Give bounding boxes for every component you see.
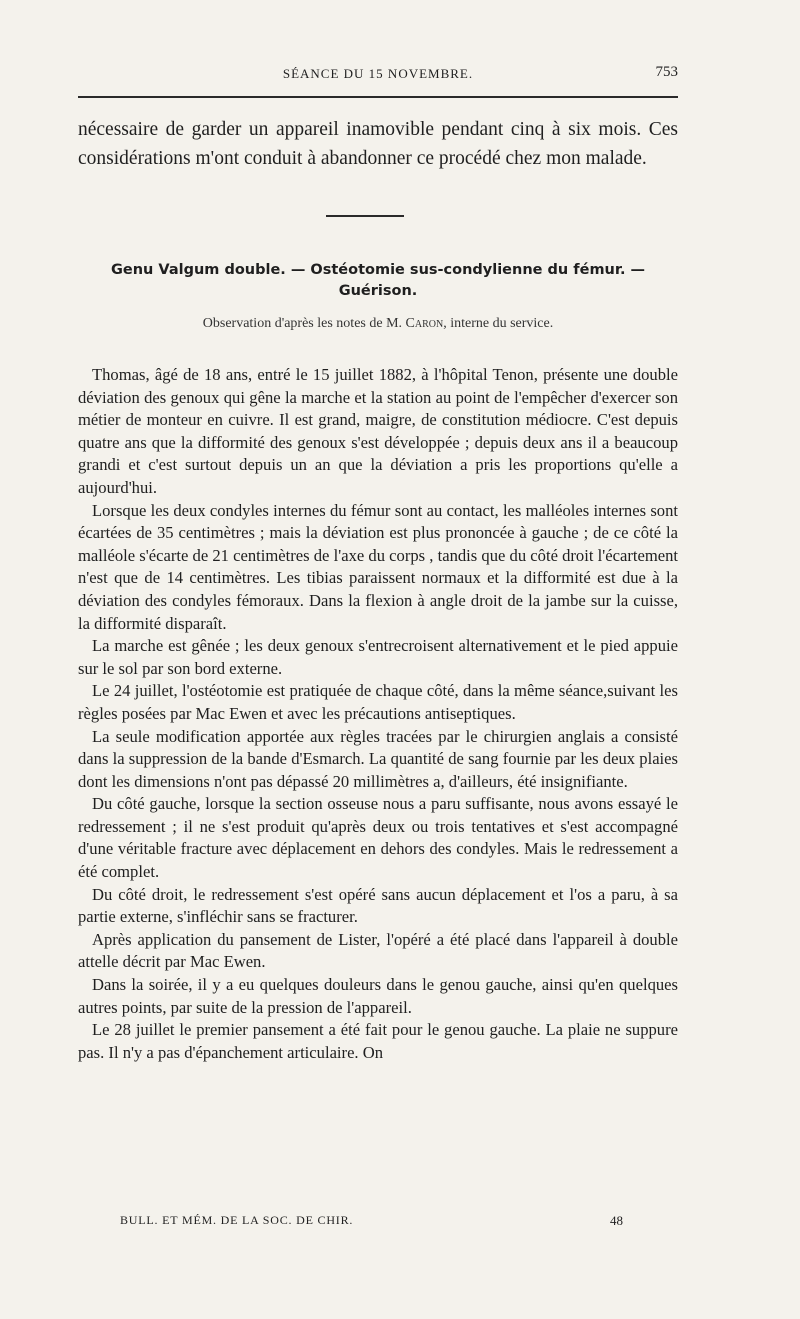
- lead-paragraph: nécessaire de garder un appareil inamovible pendant cinq à six mois. Ces considérations m'ont conduit à abandonner ce procédé chez mon malade.: [78, 119, 678, 169]
- section-attribution: [78, 316, 678, 332]
- paragraph: La marche est gênée ; les deux genoux s'entrecroisent alternativement et le pied appuie sur le sol par son bord externe.: [78, 636, 678, 678]
- paragraph: Après application du pansement de Lister, l'opéré a été placé dans l'appareil à double attelle décrit par Mac Ewen.: [78, 929, 678, 972]
- paragraph: Le 28 juillet le premier pansement a été fait pour le genou gauche. La plaie ne suppure pas. Il n'y a pas d'épanchement articulaire. On: [78, 1020, 678, 1062]
- running-head-title: SÉANCE DU 15 NOVEMBRE.: [282, 66, 474, 81]
- book-page: [78, 0, 678, 1319]
- footer-journal-title: BULL. ET MÉM. DE LA SOC. DE CHIR.: [120, 1213, 354, 1227]
- attribution-name: Caron: [405, 316, 444, 331]
- header-rule: [78, 96, 678, 98]
- paragraph: Du côté gauche, lorsque la section osseuse nous a paru suffisante, nous avons essayé le redressement ; il ne s'est produit qu'après deux ou trois tentatives et s'est accompagné d'une véritable fracture avec déplacement en dehors des condyles. Mais le redressement a été complet.: [78, 794, 678, 882]
- page-number: 753: [655, 64, 678, 80]
- attribution-prefix: Observation d'après les notes de M.: [202, 316, 403, 331]
- paragraph: Du côté droit, le redressement s'est opéré sans aucun déplacement et l'os a paru, à sa partie externe, s'infléchir sans se fracturer.: [78, 884, 678, 927]
- paragraph: Thomas, âgé de 18 ans, entré le 15 juillet 1882, à l'hôpital Tenon, présente une double déviation des genoux qui gêne la marche et la station au point de l'empêcher d'exercer son métier de monteur en cuivre. Il est grand, maigre, de constitution médiocre. C'est depuis quatre ans que la difformité des genoux s'est développée ; depuis deux ans il a beaucoup grandi et c'est surtout depuis un an que la déviation a pris les proportions qu'elle a aujourd'hui.: [78, 365, 678, 497]
- section-heading-line-1: Genu Valgum double. — Ostéotomie sus-condylienne du fémur. —: [110, 262, 646, 278]
- section-divider: [326, 215, 404, 217]
- section-heading: [78, 260, 678, 302]
- section-heading-line-2: Guérison.: [338, 283, 418, 299]
- paragraph: La seule modification apportée aux règles tracées par le chirurgien anglais a consisté dans la suppression de la bande d'Esmarch. La quantité de sang fournie par les deux plaies dont les dimensions n'ont pas dépassé 20 millimètres a, d'ailleurs, été insignifiante.: [78, 726, 678, 791]
- page-footer: [78, 1213, 678, 1233]
- body-text: [78, 364, 678, 1064]
- paragraph: Le 24 juillet, l'ostéotomie est pratiquée de chaque côté, dans la même séance,suivant les règles posées par Mac Ewen et avec les précautions antiseptiques.: [78, 681, 678, 723]
- signature-mark: 48: [610, 1213, 623, 1228]
- paragraph: Dans la soirée, il y a eu quelques douleurs dans le genou gauche, ainsi qu'en quelques autres points, par suite de la pression de l'appareil.: [78, 975, 678, 1017]
- paragraph: Lorsque les deux condyles internes du fémur sont au contact, les malléoles internes sont écartées de 35 centimètres ; mais la déviation est plus prononcée à gauche ; de ce côté la malléole s'écarte de 21 centimètres de l'axe du corps , tandis que du côté droit l'écartement n'est que de 14 centimètres. Les tibias paraissent normaux et la difformité est due à la déviation des condyles fémoraux. Dans la flexion à angle droit de la jambe sur la cuisse, la difformité disparaît.: [78, 500, 678, 633]
- running-head: [78, 62, 678, 84]
- attribution-suffix: , interne du service.: [443, 316, 554, 331]
